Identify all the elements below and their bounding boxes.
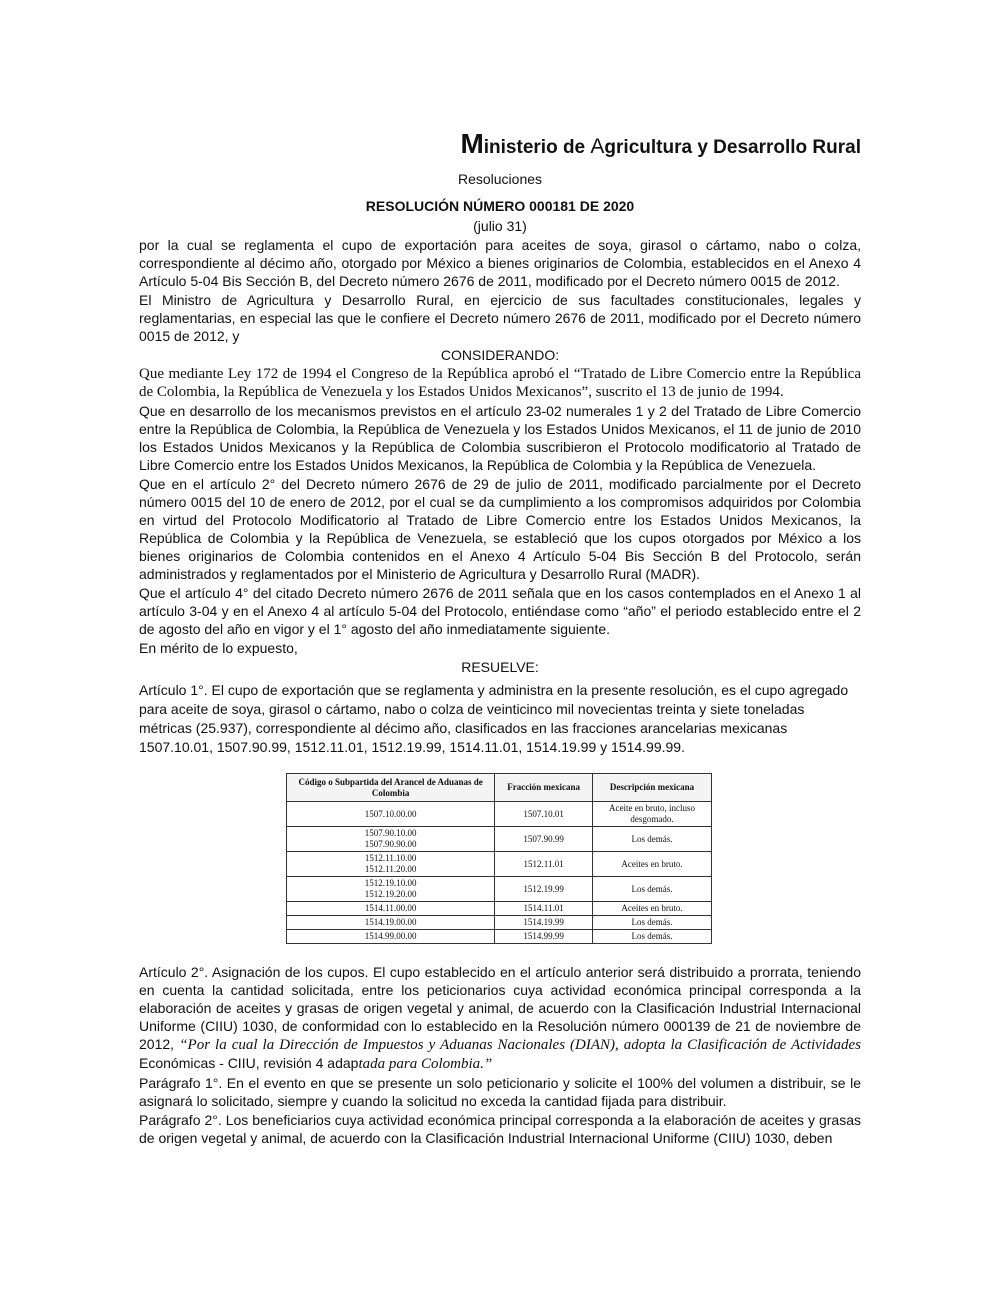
table-row: [287, 802, 712, 827]
ministry-initial: M: [460, 128, 484, 159]
tariff-table: [286, 773, 712, 944]
intro-paragraph: por la cual se reglamenta el cupo de exportación para aceites de soya, girasol o cártamo, nabo o colza, correspondiente al décimo año, otorgado por México a bienes originarios de Colombia, establecidos en el Anexo 4 Artículo 5-04 Bis Sección B, del Decreto número 2676 de 2011, modificado por el Decreto número 0015 de 2012.: [139, 237, 861, 289]
considerando-4: Que el artículo 4° del citado Decreto número 2676 de 2011 señala que en los casos contemplados en el Anexo 1 al artículo 3-04 y en el Anexo 4 al artículo 5-04 del Protocolo, entiéndase como “año” el periodo establecido entre el 2 de agosto del año en vigor y el 1° agosto del año inmediatamente siguiente.: [139, 585, 861, 637]
table-cell-fraction: 1514.19.99: [495, 916, 593, 930]
table-row: [287, 930, 712, 944]
table-cell-desc: Aceites en bruto.: [593, 902, 712, 916]
considerando-3: Que en el artículo 2° del Decreto número 2676 de 29 de julio de 2011, modificado parcialmente por el Decreto número 0015 del 10 de enero de 2012, por el cual se da cumplimiento a los compromisos adquiridos por Colombia en virtud del Protocolo Modificatorio al Tratado de Libre Comercio entre los Estados Unidos Mexicanos, la República de Colombia y la República de Venezuela, se estableció que los cupos otorgados por México a los bienes originarios de Colombia contenidos en el Anexo 4 Artículo 5-04 Bis Sección B del Protocolo, serán administrados y reglamentados por el Ministerio de Agricultura y Desarrollo Rural (MADR).: [139, 476, 861, 582]
table-row: [287, 827, 712, 852]
table-cell-fraction: 1512.11.01: [495, 852, 593, 877]
table-cell-fraction: 1507.90.99: [495, 827, 593, 852]
articulo-2-italic-b: tada para Colombia.”: [358, 1056, 493, 1072]
resolution-date: (julio 31): [473, 218, 527, 234]
minister-paragraph: El Ministro de Agricultura y Desarrollo Rural, en ejercicio de sus facultades constitucionales, legales y reglamentarias, en especial las que le confiere el Decreto número 2676 de 2011, modificado por el Decreto número 0015 de 2012, y: [139, 292, 861, 344]
articulo-2-text-b: Económicas - CIIU, revisión 4 adap: [139, 1055, 359, 1071]
merito-paragraph: En mérito de lo expuesto,: [139, 640, 298, 656]
articulo-1: Artículo 1°. El cupo de exportación que se reglamenta y administra en la presente resolución, es el cupo agregado para aceite de soya, girasol o cártamo, nabo o colza de veinticinco mil novecientas treinta y siete toneladas métricas (25.937), correspondiente al décimo año, clasificados en las fracciones arancelarias mexicanas 1507.10.01, 1507.90.99, 1512.11.01, 1512.19.99, 1514.11.01, 1514.19.99 y 1514.99.99.: [139, 682, 849, 755]
section-label: Resoluciones: [457, 171, 543, 187]
ministry-title: [139, 128, 861, 160]
table-cell-desc: Los demás.: [593, 877, 712, 902]
articulo-2-section: [139, 963, 861, 1148]
table-cell-fraction: 1514.11.01: [495, 902, 593, 916]
table-cell-codes: 1514.19.00.00: [287, 916, 495, 930]
considerando-1: Que mediante Ley 172 de 1994 el Congreso de la República aprobó el “Tratado de Libre Comercio entre la República de Colombia, la República de Venezuela y los Estados Unidos Mexicanos”, suscrito el 13 de junio de 1994.: [139, 366, 861, 400]
paragrafo-2: Parágrafo 2°. Los beneficiarios cuya actividad económica principal corresponda a la elaboración de aceites y grasas de origen vegetal y animal, de acuerdo con la Clasificación Industrial Internacional Uniforme (CIIU) 1030, deben: [139, 1112, 861, 1146]
table-cell-codes: 1512.19.10.00 1512.19.20.00: [287, 877, 495, 902]
resolution-body: [139, 236, 861, 677]
table-cell-desc: Los demás.: [593, 916, 712, 930]
table-row: [287, 916, 712, 930]
header-codigo: Código o Subpartida del Arancel de Aduanas de Colombia: [287, 774, 495, 802]
ministry-text-1: inisterio de: [483, 137, 591, 158]
table-cell-codes: 1514.99.00.00: [287, 930, 495, 944]
table-cell-desc: Los demás.: [593, 827, 712, 852]
resuelve-heading: RESUELVE:: [461, 659, 539, 675]
considerando-2: Que en desarrollo de los mecanismos previstos en el artículo 23-02 numerales 1 y 2 del Tratado de Libre Comercio entre la República de Colombia, la República de Venezuela y los Estados Unidos Mexicanos, el 11 de junio de 2010 los Estados Unidos Mexicanos y la República de Colombia suscribieron el Protocolo modificatorio al Tratado de Libre Comercio entre los Estados Unidos Mexicanos, la República de Colombia y la República de Venezuela.: [139, 403, 861, 473]
table-cell-fraction: 1507.10.01: [495, 802, 593, 827]
table-cell-desc: Aceites en bruto.: [593, 852, 712, 877]
table-row: [287, 852, 712, 877]
table-header-row: [287, 774, 712, 802]
considerando-heading: CONSIDERANDO:: [440, 347, 560, 363]
paragrafo-1: Parágrafo 1°. En el evento en que se presente un solo peticionario y solicite el 100% del volumen a distribuir, se le asignará lo solicitado, siempre y cuando la solicitud no exceda la cantidad fijada para distribuir.: [139, 1075, 861, 1109]
table-cell-fraction: 1514.99.99: [495, 930, 593, 944]
resolution-number: RESOLUCIÓN NÚMERO 000181 DE 2020: [365, 198, 635, 214]
header-fraccion: Fracción mexicana: [495, 774, 593, 802]
table-cell-desc: Aceite en bruto, incluso desgomado.: [593, 802, 712, 827]
ministry-text-2: gricultura y Desarrollo Rural: [604, 137, 861, 158]
table-cell-codes: 1512.11.10.00 1512.11.20.00: [287, 852, 495, 877]
articulo-2: [139, 963, 861, 1073]
table-cell-codes: 1507.10.00.00: [287, 802, 495, 827]
table-cell-fraction: 1512.19.99: [495, 877, 593, 902]
articulo-2-italic: “Por la cual la Dirección de Impuestos y Aduanas Nacionales (DIAN), adopta la Clasificación de Actividades: [179, 1037, 861, 1053]
table-cell-codes: 1507.90.10.00 1507.90.90.00: [287, 827, 495, 852]
table-cell-codes: 1514.11.00.00: [287, 902, 495, 916]
table-cell-desc: Los demás.: [593, 930, 712, 944]
ministry-a: A: [590, 135, 605, 158]
articulo-2-text: Artículo 2°. Asignación de los cupos. El cupo establecido en el artículo anterior será distribuido a prorrata, teniendo en cuenta la cantidad solicitada, entre los peticionarios cuya actividad económica principal corresponda a la elaboración de aceites y grasas de origen vegetal y animal, de acuerdo con la Clasificación Industrial Internacional Uniforme (CIIU) 1030, de conformidad con lo establecido en la Resolución número 000139 de 21 de noviembre de 2012,: [139, 964, 861, 1052]
table-row: [287, 877, 712, 902]
table-row: [287, 902, 712, 916]
header-descripcion: Descripción mexicana: [593, 774, 712, 802]
